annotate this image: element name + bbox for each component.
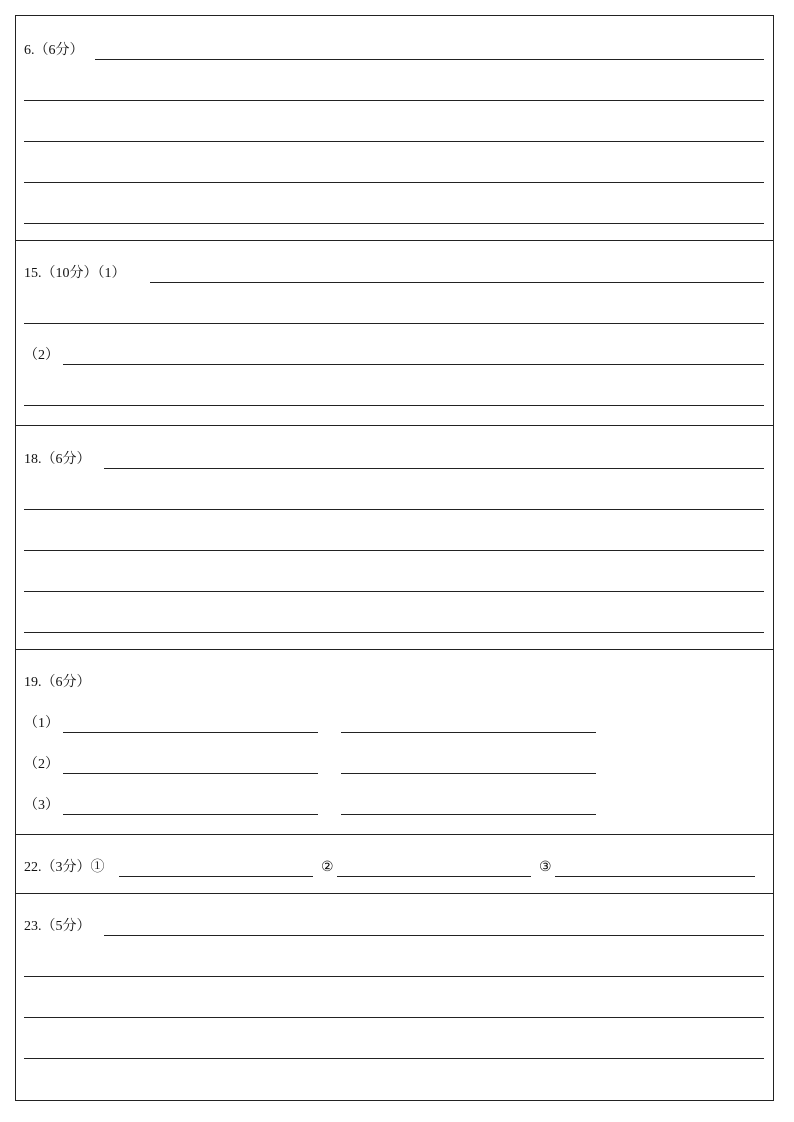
answer-line[interactable]: [119, 876, 313, 877]
question-23-section: [16, 893, 773, 1100]
answer-line[interactable]: [63, 773, 318, 774]
answer-line[interactable]: [63, 814, 318, 815]
answer-line[interactable]: [24, 405, 764, 406]
question-18-section: [16, 425, 773, 649]
question-6-label: 6.（6分）: [24, 43, 84, 58]
question-15-label: 15.（10分）（1）: [24, 266, 126, 281]
question-19-part-1-label: （1）: [24, 716, 59, 731]
answer-line[interactable]: [95, 59, 764, 60]
answer-line[interactable]: [24, 550, 764, 551]
answer-line[interactable]: [24, 182, 764, 183]
blank-2-marker: ②: [321, 860, 334, 875]
answer-line[interactable]: [341, 732, 596, 733]
blank-3-marker: ③: [539, 860, 552, 875]
answer-sheet: [15, 15, 774, 1101]
answer-line[interactable]: [24, 323, 764, 324]
question-15-section: [16, 240, 773, 425]
answer-line[interactable]: [24, 1017, 764, 1018]
answer-line[interactable]: [24, 1058, 764, 1059]
answer-line[interactable]: [104, 935, 764, 936]
answer-line[interactable]: [24, 141, 764, 142]
answer-line[interactable]: [24, 976, 764, 977]
question-19-label: 19.（6分）: [24, 675, 91, 690]
question-19-section: [16, 649, 773, 834]
question-6-section: [16, 16, 773, 240]
answer-line[interactable]: [24, 509, 764, 510]
answer-line[interactable]: [24, 223, 764, 224]
question-23-label: 23.（5分）: [24, 919, 91, 934]
question-18-label: 18.（6分）: [24, 452, 91, 467]
answer-line[interactable]: [150, 282, 764, 283]
answer-line[interactable]: [63, 364, 764, 365]
answer-line[interactable]: [341, 814, 596, 815]
answer-line[interactable]: [555, 876, 755, 877]
answer-line[interactable]: [341, 773, 596, 774]
answer-line[interactable]: [24, 100, 764, 101]
question-22-section: [16, 834, 773, 893]
answer-line[interactable]: [63, 732, 318, 733]
answer-line[interactable]: [24, 632, 764, 633]
question-22-label: 22.（3分）①: [24, 860, 105, 875]
question-15-part-2-label: （2）: [24, 348, 59, 363]
question-19-part-3-label: （3）: [24, 798, 59, 813]
question-19-part-2-label: （2）: [24, 757, 59, 772]
answer-line[interactable]: [337, 876, 531, 877]
answer-line[interactable]: [104, 468, 764, 469]
answer-line[interactable]: [24, 591, 764, 592]
